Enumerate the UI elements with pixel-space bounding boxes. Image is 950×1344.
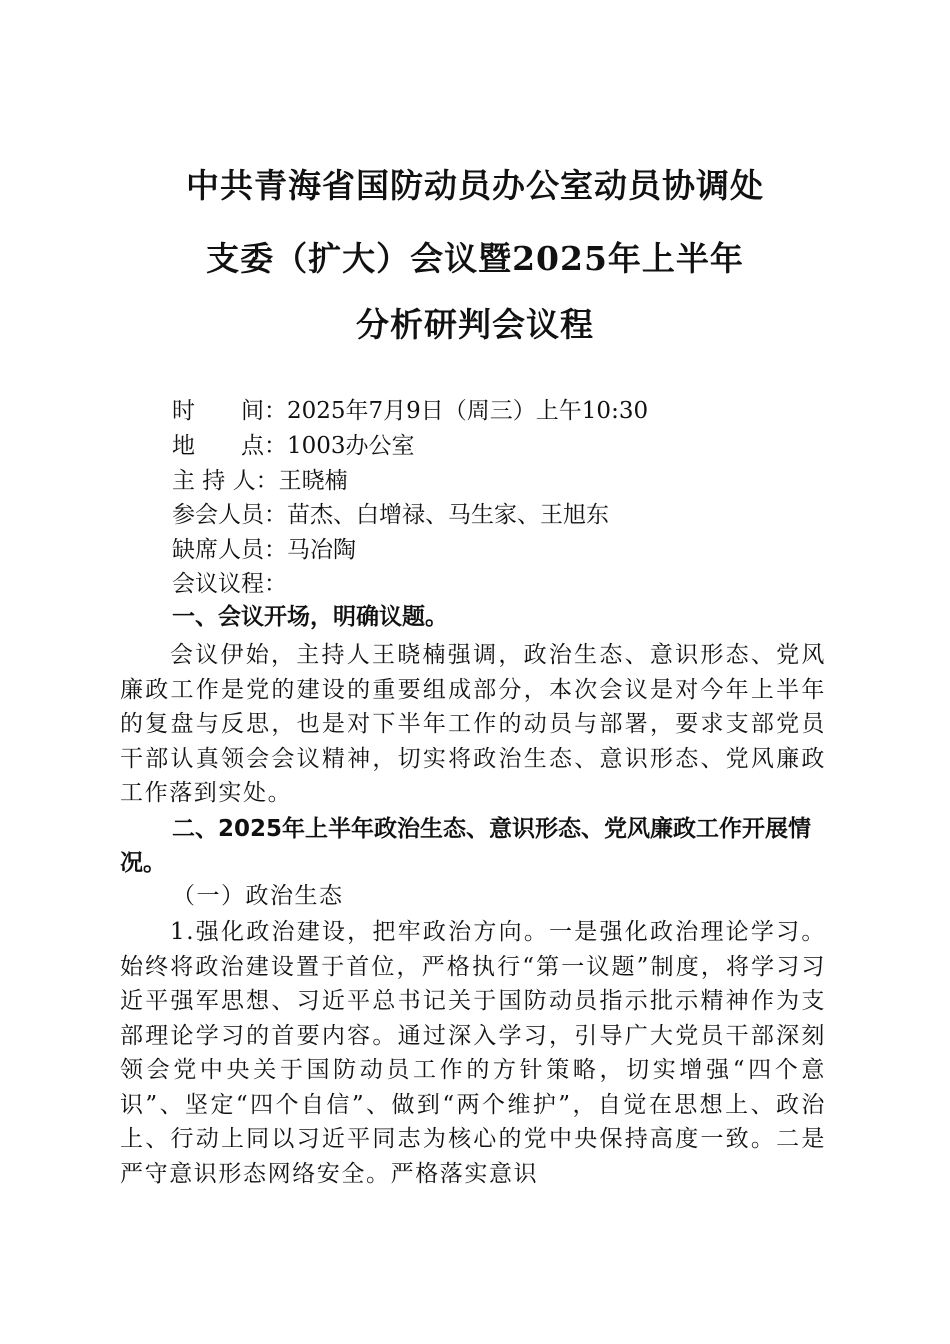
document-title-line-3: 分析研判会议程 bbox=[356, 305, 594, 344]
section-1-body: 会议伊始，主持人王晓楠强调，政治生态、意识形态、党风廉政工作是党的建设的重要组成部分，本次会议是对今年上半年的复盘与反思，也是对下半年工作的动员与部署，要求支部党员干部认真领会会议精神，切实将政治生态、意识形态、党风廉政工作落到实处。 bbox=[120, 642, 826, 806]
meta-place bbox=[172, 431, 415, 461]
section-1-heading: 一、会议开场，明确议题。 bbox=[172, 604, 448, 630]
section-2-subheading: （一）政治生态 bbox=[172, 883, 344, 909]
meta-absent-value: 马冶陶 bbox=[287, 537, 356, 563]
meta-place-value: 1003办公室 bbox=[287, 433, 415, 459]
meta-host bbox=[172, 466, 348, 496]
meta-agenda-label: 会议议程： bbox=[172, 571, 287, 597]
meta-time-label: 时 间： bbox=[172, 398, 287, 424]
meta-host-label: 主 持 人： bbox=[172, 468, 279, 494]
meta-host-value: 王晓楠 bbox=[278, 468, 348, 494]
meta-time-value: 2025年7月9日（周三）上午10:30 bbox=[287, 398, 649, 424]
meta-attendees bbox=[172, 500, 609, 530]
meta-attendees-label: 参会人员： bbox=[172, 502, 287, 528]
meta-attendees-value: 苗杰、白增禄、马生家、王旭东 bbox=[287, 502, 609, 528]
meta-time bbox=[172, 396, 648, 426]
meta-absent-label: 缺席人员： bbox=[172, 537, 287, 563]
section-2-body: 1.强化政治建设，把牢政治方向。一是强化政治理论学习。始终将政治建设置于首位，严格执行“第一议题”制度，将学习习近平强军思想、习近平总书记关于国防动员指示批示精神作为支部理论学习的首要内容。通过深入学习，引导广大党员干部深刻领会党中央关于国防动员工作的方针策略，切实增强“四个意识”、坚定“四个自信”、做到“两个维护”，自觉在思想上、政治上、行动上同以习近平同志为核心的党中央保持高度一致。二是严守意识形态网络安全。严格落实意识 bbox=[120, 919, 826, 1187]
meta-place-label: 地 点： bbox=[172, 433, 287, 459]
meta-absent bbox=[172, 535, 356, 565]
document-title-line-2: 支委（扩大）会议暨2025年上半年 bbox=[206, 239, 744, 278]
section-2-heading: 二、2025年上半年政治生态、意识形态、党风廉政工作开展情况。 bbox=[120, 816, 812, 876]
meta-agenda bbox=[172, 569, 287, 599]
document-title-line-1: 中共青海省国防动员办公室动员协调处 bbox=[186, 166, 764, 205]
